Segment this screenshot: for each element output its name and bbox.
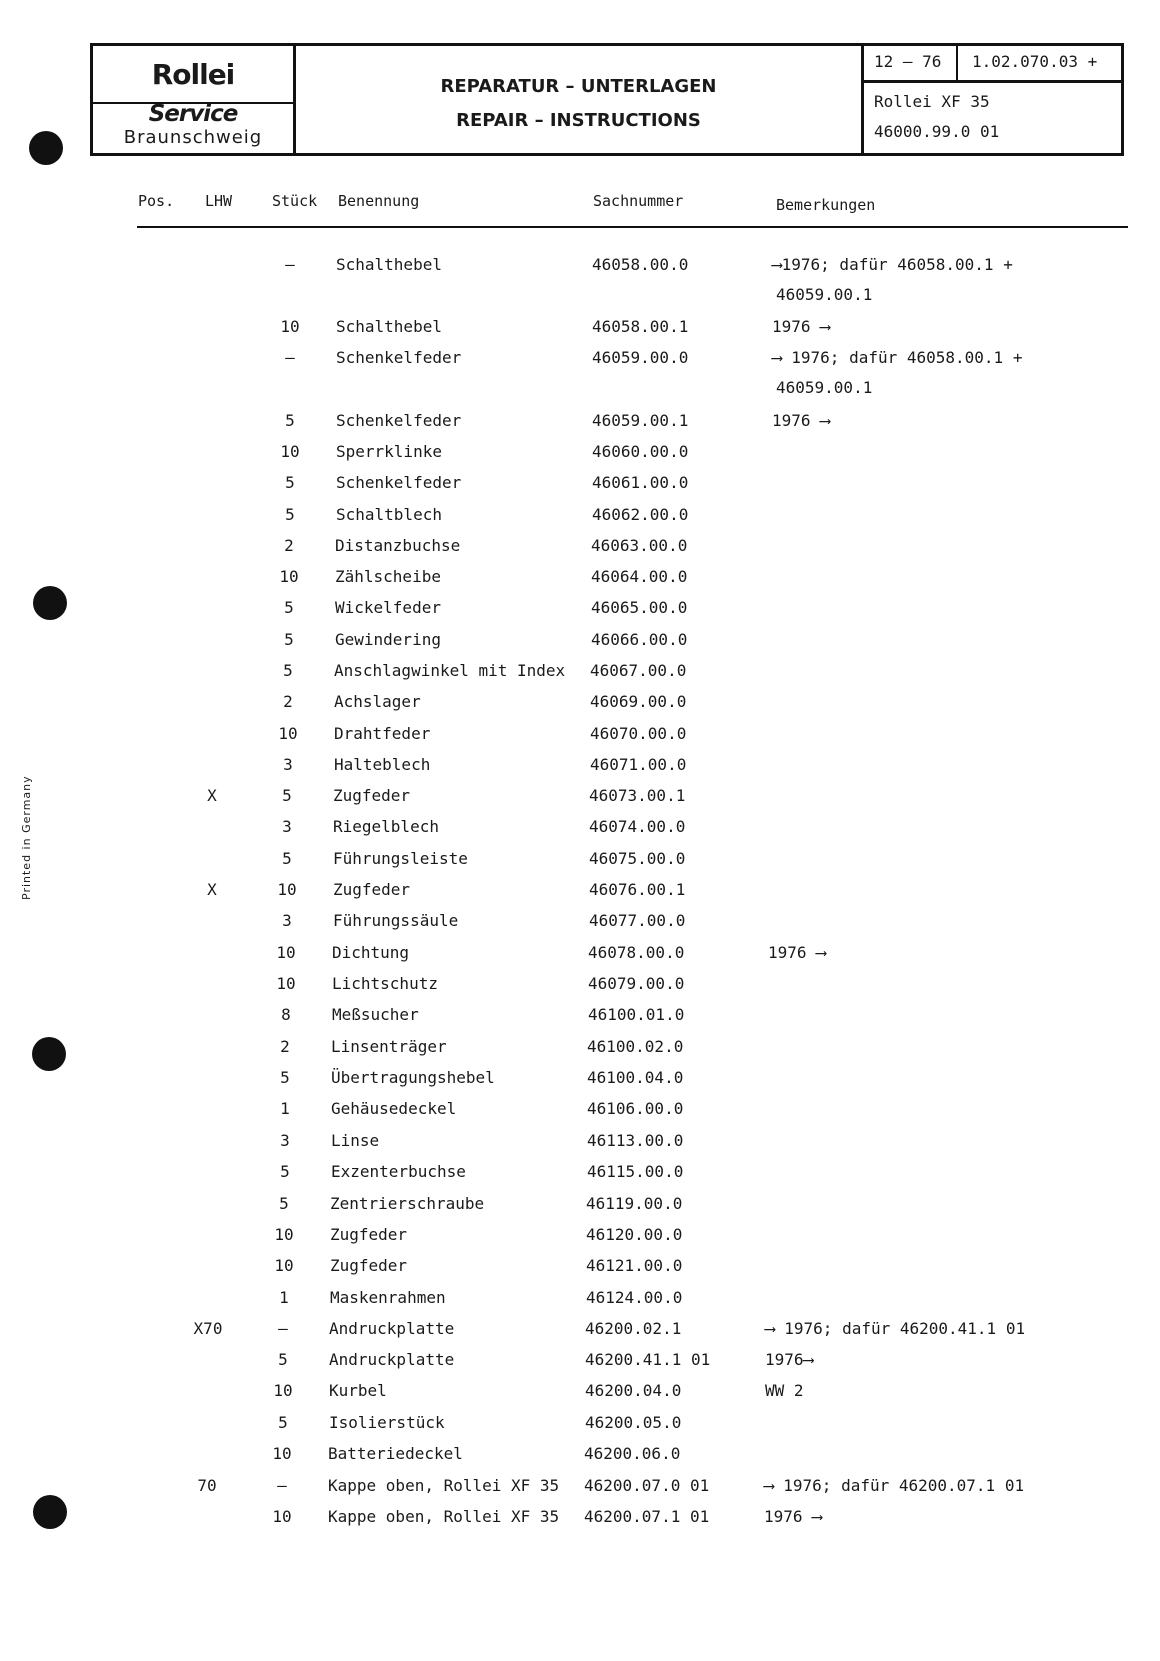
- cell-name: Zugfeder: [333, 786, 411, 805]
- cell-name: Linse: [331, 1131, 380, 1150]
- table-row: [0, 1256, 1154, 1282]
- cell-part-number: 46200.02.1: [585, 1319, 682, 1338]
- cell-remark: 1976 ⟶: [772, 317, 830, 336]
- table-row: [0, 567, 1159, 593]
- printed-in-germany: Printed in Germany: [20, 775, 33, 900]
- cell-quantity: 2: [283, 692, 293, 711]
- cell-part-number: 46073.00.1: [589, 786, 686, 805]
- cell-part-number: 46200.06.0: [584, 1444, 681, 1463]
- cell-name: Kappe oben, Rollei XF 35: [328, 1507, 560, 1526]
- cell-lhw: X70: [193, 1319, 223, 1338]
- cell-part-number: 46065.00.0: [591, 598, 688, 617]
- cell-remark: 1976 ⟶: [768, 943, 826, 962]
- cell-lhw: 70: [197, 1476, 217, 1495]
- camera-model: Rollei XF 35: [874, 92, 990, 111]
- cell-part-number: 46200.07.0 01: [584, 1476, 710, 1495]
- cell-quantity: 5: [284, 598, 294, 617]
- table-row: [0, 473, 1160, 499]
- cell-quantity: 1: [280, 1099, 290, 1118]
- table-row: [0, 1288, 1154, 1314]
- table-row: [0, 442, 1160, 468]
- table-row: [0, 348, 1160, 397]
- city-label: Braunschweig: [123, 127, 263, 148]
- info-top-row: [864, 46, 1121, 83]
- table-row: [0, 1099, 1155, 1125]
- cell-name: Batteriedeckel: [328, 1444, 463, 1463]
- cell-quantity: 10: [280, 442, 300, 461]
- cell-name: Schalthebel: [336, 317, 442, 336]
- cell-remark: ⟶ 1976; dafür 46058.00.1 +: [772, 348, 1023, 367]
- cell-name: Kappe oben, Rollei XF 35: [328, 1476, 560, 1495]
- cell-part-number: 46076.00.1: [589, 880, 686, 899]
- table-row: [0, 786, 1157, 812]
- cell-name: Exzenterbuchse: [331, 1162, 466, 1181]
- cell-part-number: 46106.00.0: [587, 1099, 684, 1118]
- cell-name: Gewindering: [335, 630, 441, 649]
- cell-part-number: 46059.00.0: [592, 348, 689, 367]
- cell-part-number: 46069.00.0: [590, 692, 687, 711]
- cell-quantity: 1: [279, 1288, 289, 1307]
- cell-part-number: 46077.00.0: [589, 911, 686, 930]
- cell-part-number: 46115.00.0: [587, 1162, 684, 1181]
- table-row: [0, 598, 1159, 624]
- camera-part-number: 46000.99.0 01: [874, 122, 1000, 141]
- cell-quantity: 10: [276, 974, 296, 993]
- cell-part-number: 46063.00.0: [591, 536, 688, 555]
- table-row: [0, 1444, 1152, 1470]
- table-row: [0, 880, 1157, 906]
- table-row: [0, 724, 1158, 750]
- cell-part-number: 46100.02.0: [587, 1037, 684, 1056]
- cell-quantity: 5: [278, 1350, 288, 1369]
- cell-name: Andruckplatte: [329, 1350, 455, 1369]
- table-row: [0, 1005, 1156, 1031]
- service-label: Service: [148, 101, 238, 127]
- rollei-logo: Rollei: [151, 58, 235, 91]
- cell-quantity: 5: [278, 1413, 288, 1432]
- cell-quantity: 10: [273, 1381, 293, 1400]
- cell-name: Zugfeder: [330, 1225, 408, 1244]
- table-row: [0, 943, 1156, 969]
- cell-remark: 1976 ⟶: [764, 1507, 822, 1526]
- table-row: [0, 1194, 1154, 1220]
- cell-quantity: 10: [280, 317, 300, 336]
- column-header-number: Sachnummer: [593, 192, 684, 210]
- cell-quantity: 5: [285, 411, 295, 430]
- cell-part-number: 46058.00.0: [592, 255, 689, 274]
- cell-remark-continued: 46059.00.1: [776, 285, 873, 304]
- cell-part-number: 46120.00.0: [586, 1225, 683, 1244]
- cell-quantity: –: [278, 1319, 288, 1338]
- cell-part-number: 46074.00.0: [589, 817, 686, 836]
- document-number: 1.02.070.03 +: [972, 52, 1098, 71]
- cell-remark: ⟶ 1976; dafür 46200.07.1 01: [764, 1476, 1025, 1495]
- cell-name: Schaltblech: [336, 505, 442, 524]
- table-row: [0, 974, 1156, 1000]
- table-row: [0, 255, 1160, 304]
- cell-part-number: 46075.00.0: [589, 849, 686, 868]
- cell-quantity: 5: [280, 1162, 290, 1181]
- cell-lhw: X: [207, 880, 217, 899]
- cell-quantity: 10: [278, 724, 298, 743]
- cell-name: Maskenrahmen: [330, 1288, 446, 1307]
- table-row: [0, 1037, 1155, 1063]
- cell-part-number: 46064.00.0: [591, 567, 688, 586]
- cell-remark: 1976 ⟶: [772, 411, 830, 430]
- table-row: [0, 661, 1158, 687]
- cell-quantity: 5: [279, 1194, 289, 1213]
- table-row: [0, 1350, 1153, 1376]
- column-header-pos: Pos.: [138, 192, 175, 210]
- cell-quantity: 3: [282, 911, 292, 930]
- cell-quantity: –: [285, 348, 295, 367]
- cell-part-number: 46060.00.0: [592, 442, 689, 461]
- cell-name: Drahtfeder: [334, 724, 431, 743]
- cell-name: Lichtschutz: [332, 974, 438, 993]
- cell-quantity: 5: [280, 1068, 290, 1087]
- cell-remark: 1976⟶: [765, 1350, 814, 1369]
- table-row: [0, 1507, 1152, 1533]
- punch-hole: [29, 131, 63, 165]
- cell-quantity: 10: [272, 1444, 292, 1463]
- cell-part-number: 46100.04.0: [587, 1068, 684, 1087]
- cell-quantity: 3: [282, 817, 292, 836]
- cell-name: Linsenträger: [331, 1037, 447, 1056]
- cell-part-number: 46070.00.0: [590, 724, 687, 743]
- info-divider: [956, 46, 958, 80]
- logo-block: [93, 46, 296, 153]
- cell-part-number: 46200.05.0: [585, 1413, 682, 1432]
- cell-name: Zentrierschraube: [330, 1194, 485, 1213]
- cell-part-number: 46119.00.0: [586, 1194, 683, 1213]
- cell-name: Zugfeder: [333, 880, 411, 899]
- table-row: [0, 817, 1157, 843]
- cell-quantity: 10: [272, 1507, 292, 1526]
- table-row: [0, 911, 1157, 937]
- cell-remark-continued: 46059.00.1: [776, 378, 873, 397]
- cell-quantity: –: [277, 1476, 287, 1495]
- table-row: [0, 1381, 1153, 1407]
- cell-quantity: 5: [282, 849, 292, 868]
- table-row: [0, 1131, 1155, 1157]
- cell-part-number: 46071.00.0: [590, 755, 687, 774]
- title-english: REPAIR – INSTRUCTIONS: [456, 110, 701, 131]
- cell-lhw: X: [207, 786, 217, 805]
- cell-part-number: 46058.00.1: [592, 317, 689, 336]
- table-row: [0, 1068, 1155, 1094]
- header-rule: [137, 226, 1128, 228]
- cell-quantity: 5: [282, 786, 292, 805]
- cell-quantity: 10: [276, 943, 296, 962]
- document-header: [90, 43, 1124, 156]
- table-row: [0, 317, 1160, 343]
- cell-name: Wickelfeder: [335, 598, 441, 617]
- cell-part-number: 46121.00.0: [586, 1256, 683, 1275]
- cell-part-number: 46059.00.1: [592, 411, 689, 430]
- cell-name: Riegelblech: [333, 817, 439, 836]
- table-row: [0, 755, 1158, 781]
- cell-part-number: 46200.41.1 01: [585, 1350, 711, 1369]
- cell-quantity: 3: [280, 1131, 290, 1150]
- table-row: [0, 1162, 1155, 1188]
- cell-name: Halteblech: [334, 755, 431, 774]
- cell-remark: WW 2: [765, 1381, 804, 1400]
- cell-name: Dichtung: [332, 943, 410, 962]
- cell-name: Zugfeder: [330, 1256, 408, 1275]
- cell-part-number: 46079.00.0: [588, 974, 685, 993]
- column-header-remarks: Bemerkungen: [776, 196, 876, 214]
- cell-name: Achslager: [334, 692, 421, 711]
- cell-quantity: 10: [274, 1256, 294, 1275]
- cell-part-number: 46200.07.1 01: [584, 1507, 710, 1526]
- cell-name: Isolierstück: [329, 1413, 445, 1432]
- column-header-quantity: Stück: [272, 192, 318, 210]
- table-row: [0, 1319, 1153, 1345]
- cell-quantity: –: [285, 255, 295, 274]
- cell-part-number: 46061.00.0: [592, 473, 689, 492]
- table-row: [0, 692, 1158, 718]
- table-row: [0, 1413, 1153, 1439]
- cell-quantity: 5: [283, 661, 293, 680]
- cell-quantity: 2: [284, 536, 294, 555]
- cell-quantity: 5: [285, 505, 295, 524]
- cell-quantity: 5: [285, 473, 295, 492]
- cell-name: Andruckplatte: [329, 1319, 455, 1338]
- cell-name: Führungsleiste: [333, 849, 468, 868]
- info-block: [864, 46, 1121, 153]
- cell-part-number: 46100.01.0: [588, 1005, 685, 1024]
- cell-name: Schenkelfeder: [336, 348, 462, 367]
- cell-name: Übertragungshebel: [331, 1068, 495, 1087]
- table-row: [0, 1225, 1154, 1251]
- cell-quantity: 10: [279, 567, 299, 586]
- cell-name: Schenkelfeder: [336, 411, 462, 430]
- table-row: [0, 411, 1160, 437]
- cell-part-number: 46124.00.0: [586, 1288, 683, 1307]
- cell-part-number: 46113.00.0: [587, 1131, 684, 1150]
- column-header-name: Benennung: [338, 192, 420, 210]
- table-row: [0, 630, 1159, 656]
- cell-part-number: 46078.00.0: [588, 943, 685, 962]
- cell-name: Sperrklinke: [336, 442, 442, 461]
- cell-quantity: 2: [280, 1037, 290, 1056]
- cell-part-number: 46062.00.0: [592, 505, 689, 524]
- cell-quantity: 10: [277, 880, 297, 899]
- cell-remark: ⟶ 1976; dafür 46200.41.1 01: [765, 1319, 1026, 1338]
- cell-quantity: 8: [281, 1005, 291, 1024]
- cell-part-number: 46066.00.0: [591, 630, 688, 649]
- cell-name: Zählscheibe: [335, 567, 441, 586]
- table-row: [0, 505, 1160, 531]
- cell-name: Gehäusedeckel: [331, 1099, 457, 1118]
- cell-name: Kurbel: [329, 1381, 387, 1400]
- table-row: [0, 536, 1159, 562]
- cell-quantity: 10: [274, 1225, 294, 1244]
- table-row: [0, 849, 1157, 875]
- cell-name: Distanzbuchse: [335, 536, 461, 555]
- title-german: REPARATUR – UNTERLAGEN: [440, 76, 717, 97]
- issue-date: 12 – 76: [874, 52, 942, 71]
- cell-remark: ⟶1976; dafür 46058.00.1 +: [772, 255, 1013, 274]
- cell-name: Schalthebel: [336, 255, 442, 274]
- cell-part-number: 46200.04.0: [585, 1381, 682, 1400]
- cell-quantity: 3: [283, 755, 293, 774]
- cell-name: Führungssäule: [333, 911, 459, 930]
- title-block: [296, 46, 864, 153]
- table-row: [0, 1476, 1152, 1502]
- column-header-lhw: LHW: [205, 192, 233, 210]
- cell-name: Schenkelfeder: [336, 473, 462, 492]
- cell-name: Meßsucher: [332, 1005, 419, 1024]
- cell-part-number: 46067.00.0: [590, 661, 687, 680]
- cell-name: Anschlagwinkel mit Index: [334, 661, 566, 680]
- cell-quantity: 5: [284, 630, 294, 649]
